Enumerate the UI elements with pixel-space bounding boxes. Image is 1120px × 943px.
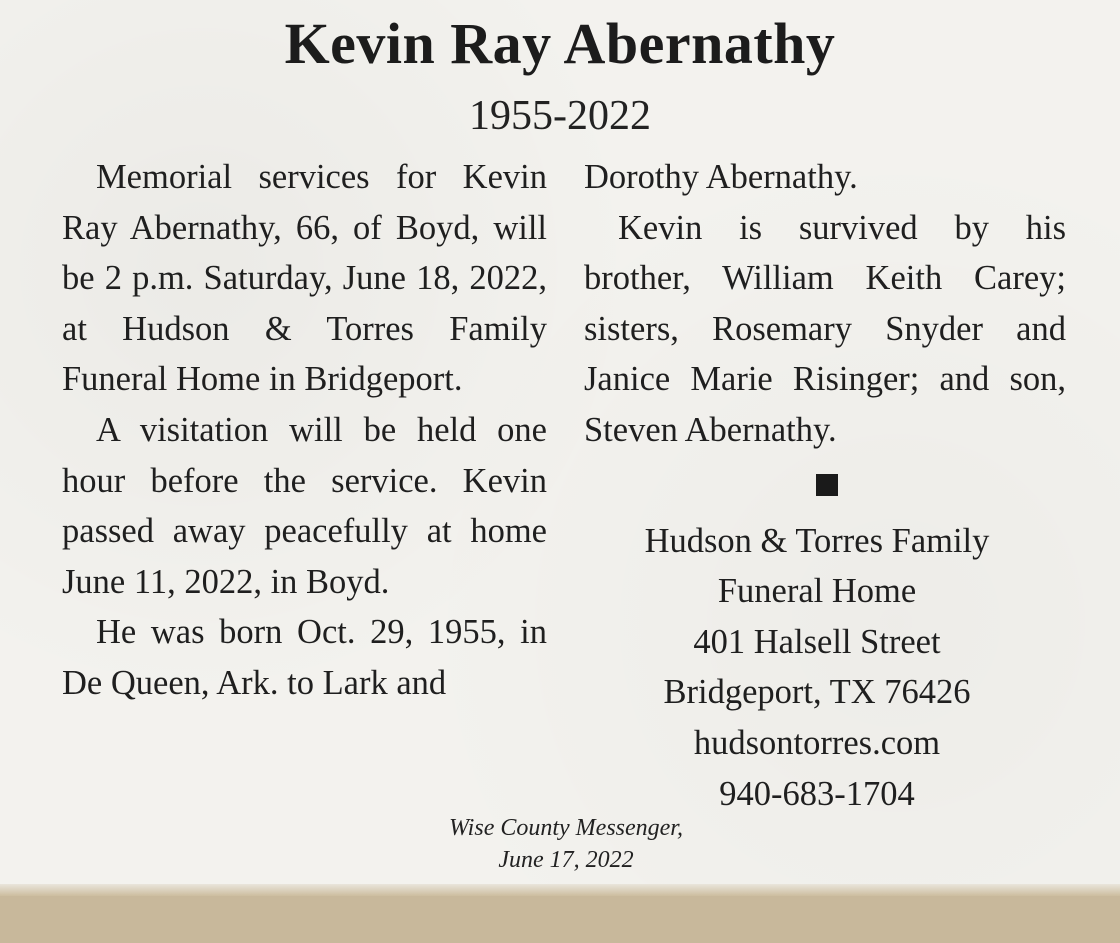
funeral-home-street: 401 Halsell Street: [693, 622, 941, 661]
birth-paragraph-continued: Dorothy Abernathy.: [584, 158, 858, 196]
left-column: [62, 152, 547, 709]
publication-credit: [0, 812, 1120, 876]
funeral-home-name-line1: Hudson & Torres Family: [644, 521, 990, 560]
funeral-home-address: [568, 516, 1066, 820]
birth-paragraph: He was born Oct. 29, 1955, in De Queen, Ark. to Lark and: [62, 613, 547, 702]
obituary-years: 1955-2022: [469, 93, 651, 139]
section-divider-square: [816, 474, 838, 496]
publication-date: June 17, 2022: [498, 847, 634, 873]
funeral-home-phone: 940-683-1704: [719, 774, 915, 813]
publication-name: Wise County Messenger,: [449, 815, 683, 841]
visitation-paragraph: A visitation will be held one hour before the service. Kevin passed away peacefully at home June 11, 2022, in Boyd.: [62, 410, 547, 601]
survivors-paragraph: Kevin is survived by his brother, William Keith Carey; sisters, Rosemary Snyder and Janice Marie Risinger; and son, Steven Abernathy.: [584, 208, 1066, 449]
funeral-home-website: hudsontorres.com: [693, 723, 941, 762]
funeral-home-city: Bridgeport, TX 76426: [663, 673, 971, 712]
services-paragraph: Memorial services for Kevin Ray Abernathy, 66, of Boyd, will be 2 p.m. Saturday, June 18, 2022, at Hudson & Torres Family Funeral Home in Bridgeport.: [62, 158, 547, 399]
obituary-name: Kevin Ray Abernathy: [284, 11, 836, 76]
paper-torn-edge: [0, 884, 1120, 896]
right-column: [584, 152, 1066, 819]
funeral-home-name-line2: Funeral Home: [717, 572, 917, 611]
